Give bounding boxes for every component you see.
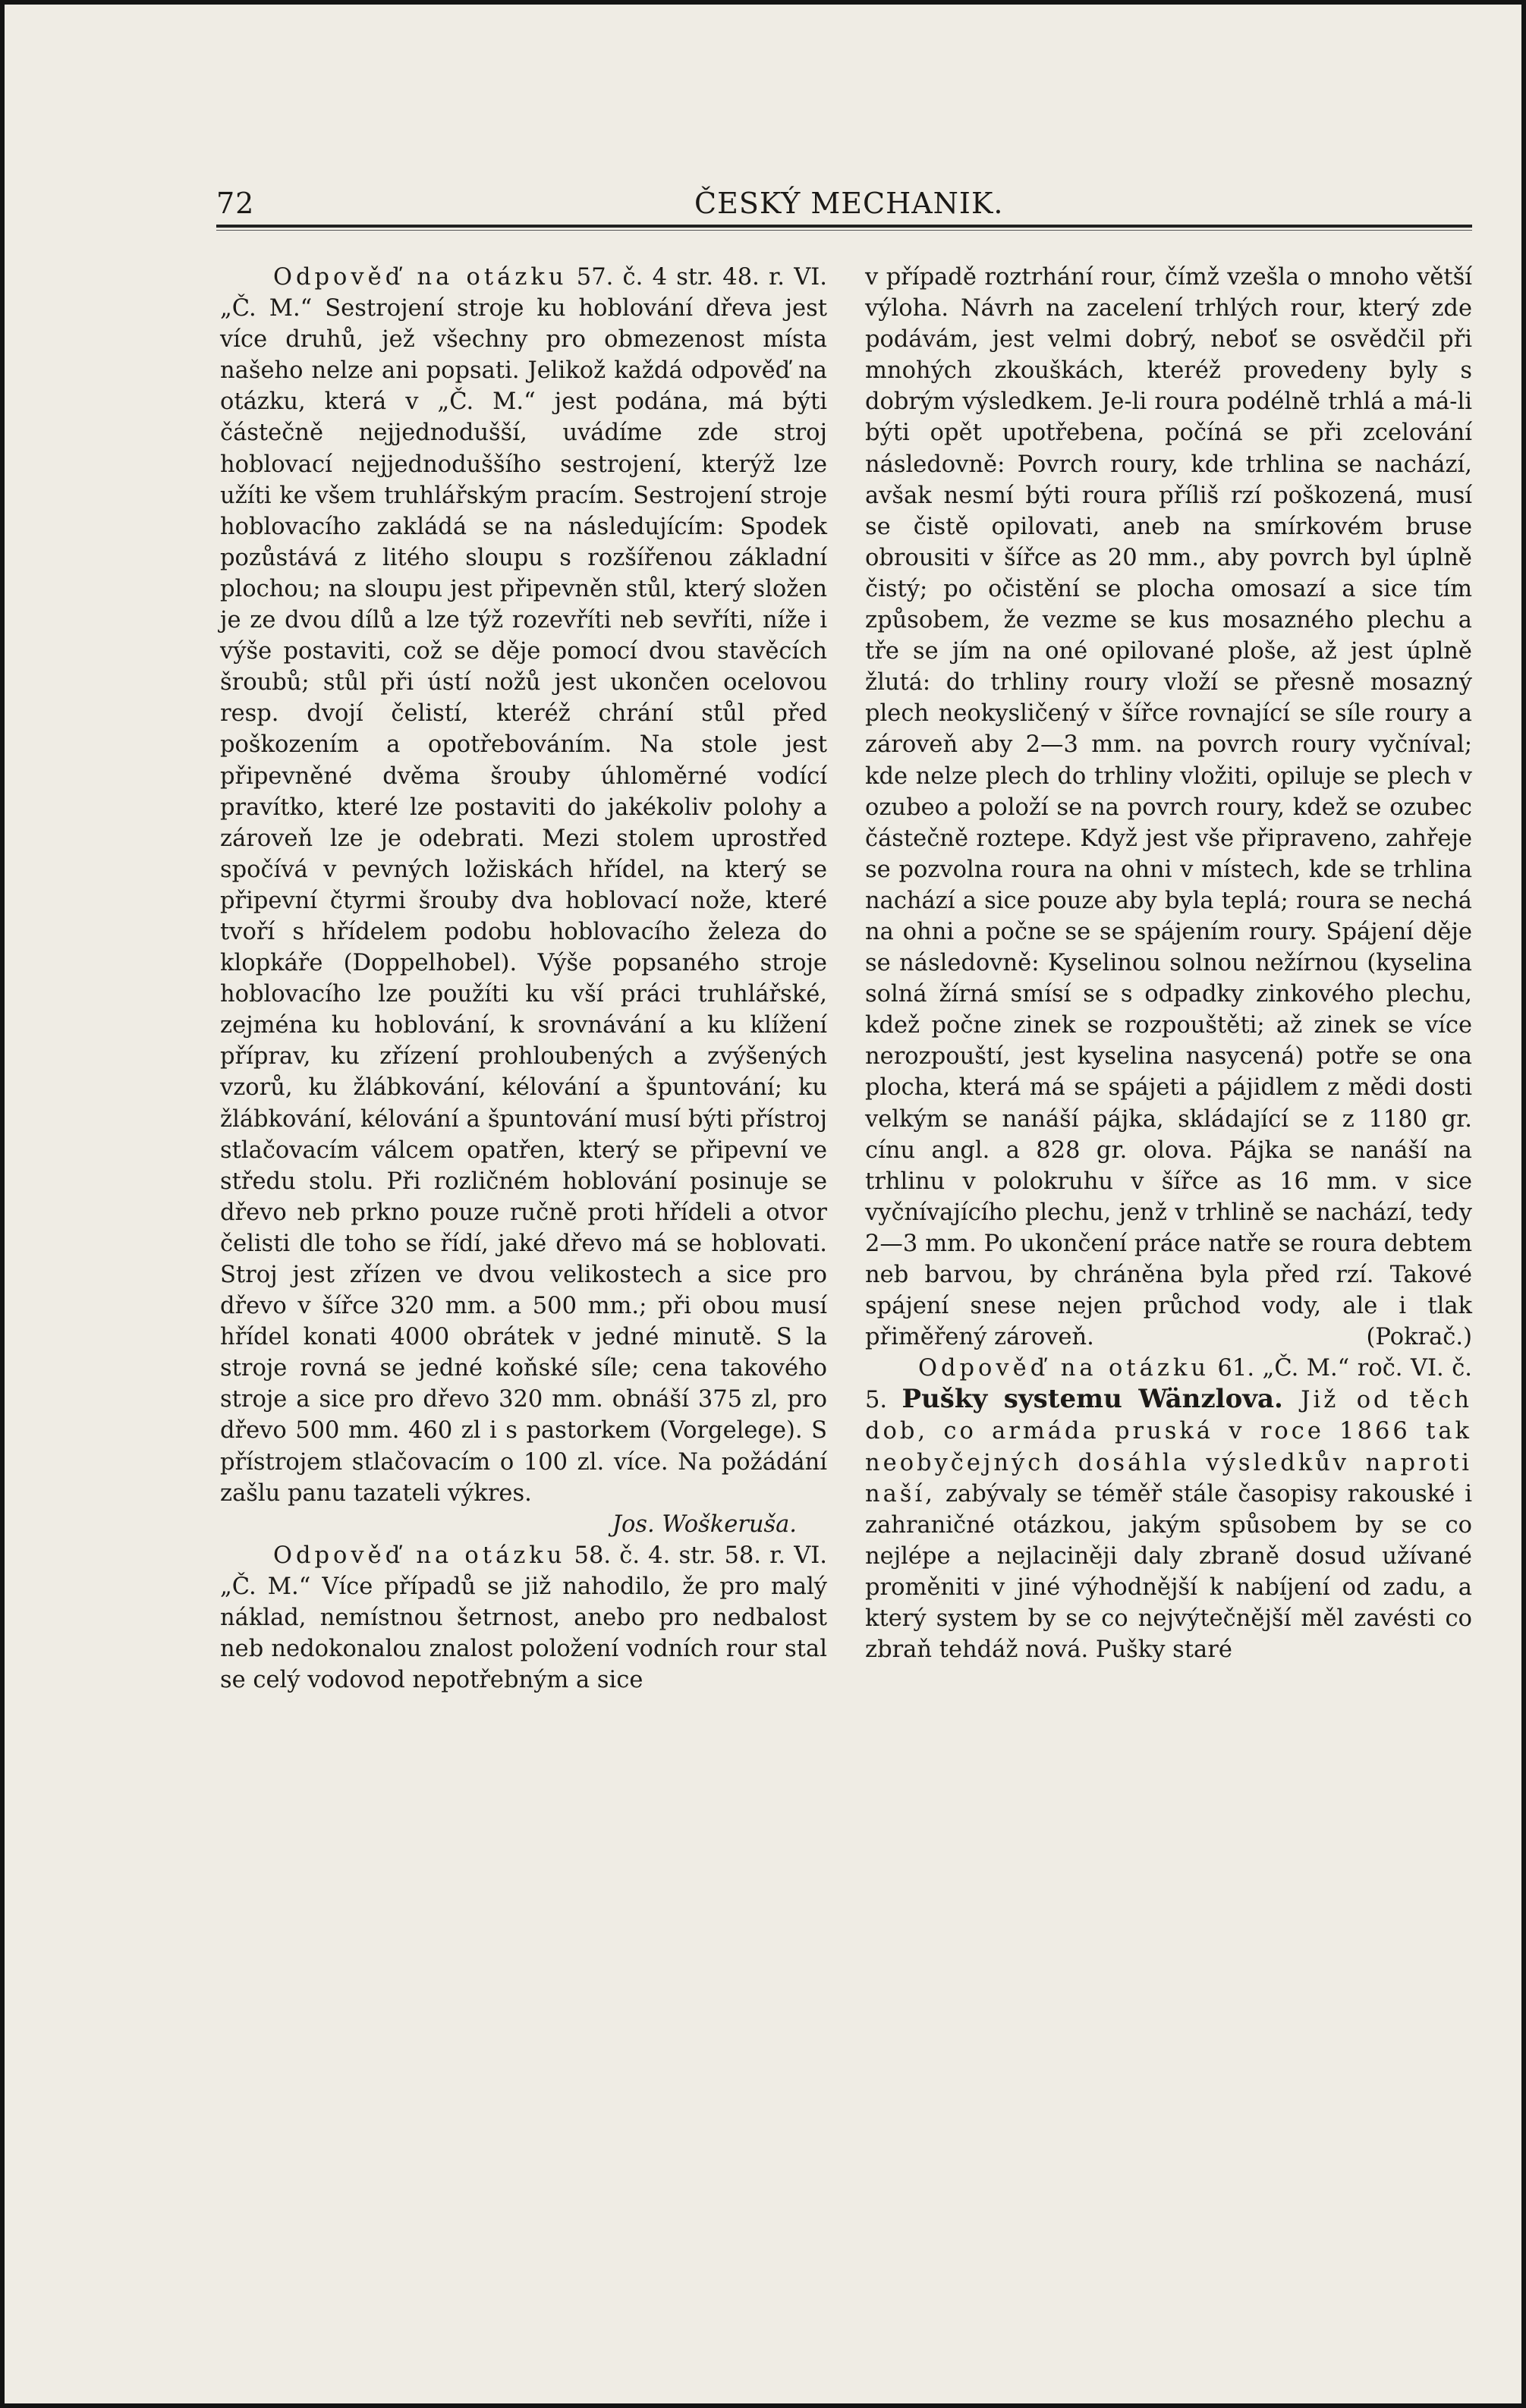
answer-61-paragraph	[865, 1353, 1472, 1665]
answer-61-body: zabývaly se téměř stále časopisy rakouské i zahraničné otázkou, jakým spůsobem by se co nejlépe a nejlaciněji daly zbraně dosud užívané proměniti v jiné výhodnější k nabíjení od zadu, a který system by se co nejvýtečnější měl zavésti co zbraň tehdáž nová. Pušky staré	[865, 1480, 1472, 1664]
answer-58-continuation	[865, 262, 1472, 1353]
answer-58-lead: Odpověď na otázku	[273, 1542, 566, 1569]
right-column	[865, 262, 1472, 1665]
answer-57-paragraph	[220, 262, 827, 1509]
answer-58-paragraph	[220, 1540, 827, 1696]
page-header	[216, 181, 1472, 226]
answer-61-ref: 61. „Č. M.“ roč. VI. č. 5.	[865, 1355, 1472, 1414]
answer-61-lead: Odpověď na otázku	[918, 1355, 1210, 1382]
left-column	[220, 262, 827, 1696]
answer-61-spaced-text: Již od těch dob, co armáda pruská v roce 1866 tak neobyčejných dosáhla výsledkův naproti naší,	[865, 1387, 1472, 1507]
header-rule	[216, 225, 1472, 228]
answer-58-body: 58. č. 4. str. 58. r. VI. „Č. M.“ Více případů se již nahodilo, že pro malý náklad, nemístnou šetrnost, anebo pro nedbalost neb nedokonalou znalost položení vodních rour stal se celý vodovod nepotřebným a sice	[220, 1542, 827, 1694]
answer-57-body: 57. č. 4 str. 48. r. VI. „Č. M.“ Sestrojení stroje ku hoblování dřeva jest více druhů, jež všechny pro obmezenost místa našeho nelze ani popsati. Jelikož každá odpověď na otázku, která v „Č. M.“ jest podána, má býti částečně nejjednodušší, uvádíme zde stroj hoblovací nejjednoduššího sestrojení, kterýž lze užíti ke všem truhlářským pracím. Sestrojení stroje hoblovacího zakládá se na následujícím: Spodek pozůstává z litého sloupu s rozšířenou základní plochou; na sloupu jest připevněn stůl, který složen je ze dvou dílů a lze týž rozevříti neb sevříti, níže i výše postaviti, což se děje pomocí dvou stavěcích šroubů; stůl při ústí nožů jest ukončen ocelovou resp. dvojí čelistí, kteréž chrání stůl před poškozením a opotřebováním. Na stole jest připevněné dvěma šrouby úhloměrné vodící pravítko, které lze postaviti do jakékoliv polohy a zároveň lze je odebrati. Mezi stolem uprostřed spočívá v pevných ložiskách hřídel, na který se připevní čtyrmi šrouby dva hoblovací nože, které tvoří s hřídelem podobu hoblovacího železa do klopkáře (Doppelhobel). Výše popsaného stroje hoblovacího lze použíti ku vší práci truhlářské, zejména ku hoblování, k srovnávání a ku klížení příprav, ku zřízení prohloubených a zvýšených vzorů, ku žlábkování, kélování a špuntování; ku žlábkování, kélování a špuntování musí býti přístroj stlačovacím válcem opatřen, který se připevní ve středu stolu. Při rozličném hoblování posinuje se dřevo neb prkno pouze ručně proti hřídeli a otvor čelisti dle toho se řídí, jaké dřevo má se hoblovati. Stroj jest zřízen ve dvou velikostech a sice pro dřevo v šířce 320 mm. a 500 mm.; při obou musí hřídel konati 4000 obrátek v jedné minutě. S la stroje rovná se jedné koňské síle; cena takového stroje a sice pro dřevo 320 mm. obnáší 375 zl, pro dřevo 500 mm. 460 zl i s pastorkem (Vorgelege). S přístrojem stlačovacím o 100 zl. více. Na požádání zašlu panu tazateli výkres.	[220, 264, 827, 1507]
continued-note: (Pokrač.)	[1366, 1324, 1472, 1351]
answer-57-lead: Odpověď na otázku	[273, 264, 568, 291]
answer-58-cont-body: v případě roztrhání rour, čímž vzešla o mnoho větší výloha. Návrh na zacelení trhlých rour, který zde podávám, jest velmi dobrý, neboť se osvědčil při mnohých zkouškách, kteréž provedeny byly s dobrým výsledkem. Je-li roura podélně trhlá a má-li býti opět upotřebena, počíná se při zcelování následovně: Povrch roury, kde trhlina se nachází, avšak nesmí býti roura příliš rzí poškozená, musí se čistě opilovati, aneb na smírkovém bruse obrousiti v šířce as 20 mm., aby povrch byl úplně čistý; po očistění se plocha omosazí a sice tím způsobem, že vezme se kus mosazného plechu a tře se jím na oné opilované ploše, až jest úplně žlutá: do trhliny roury vloží se přesně mosazný plech neokysličený v šířce rovnající se síle roury a zároveň aby 2—3 mm. na povrch roury vyčníval; kde nelze plech do trhliny vložiti, opiluje se plech v ozubeo a položí se na povrch roury, kdež se ozubec částečně roztepe. Když jest vše připraveno, zahřeje se pozvolna roura na ohni v místech, kde se trhlina nachází a sice pouze aby byla teplá; roura se nechá na ohni a počne se se spájením roury. Spájení děje se následovně: Kyselinou solnou nežírnou (kyselina solná žírná smísí se s odpadky zinkového plechu, kdež počne zinek se rozpouštěti; až zinek se více nerozpouští, jest kyselina nasycená) potře se ona plocha, která má se spájeti a pájidlem z mědi dosti velkým se nanáší pájka, skládající se z 1180 gr. cínu angl. a 828 gr. olova. Pájka se nanáší na trhlinu v polokruhu v šířce as 16 mm. v sice vyčnívajícího plechu, jenž v trhlině se nachází, tedy 2—3 mm. Po ukončení práce natře se roura debtem neb barvou, by chráněna byla před rzí. Takové spájení snese nejen průchod vody, ale i tlak přiměřený zároveň.	[865, 264, 1472, 1351]
page-number: 72	[216, 187, 255, 220]
running-title: ČESKÝ MECHANIK.	[694, 187, 1004, 220]
answer-61-heading: Pušky systemu Wänzlova.	[901, 1384, 1283, 1415]
answer-57-signature: Jos. Woškeruša.	[612, 1511, 797, 1538]
header-rule-thin	[216, 230, 1472, 231]
